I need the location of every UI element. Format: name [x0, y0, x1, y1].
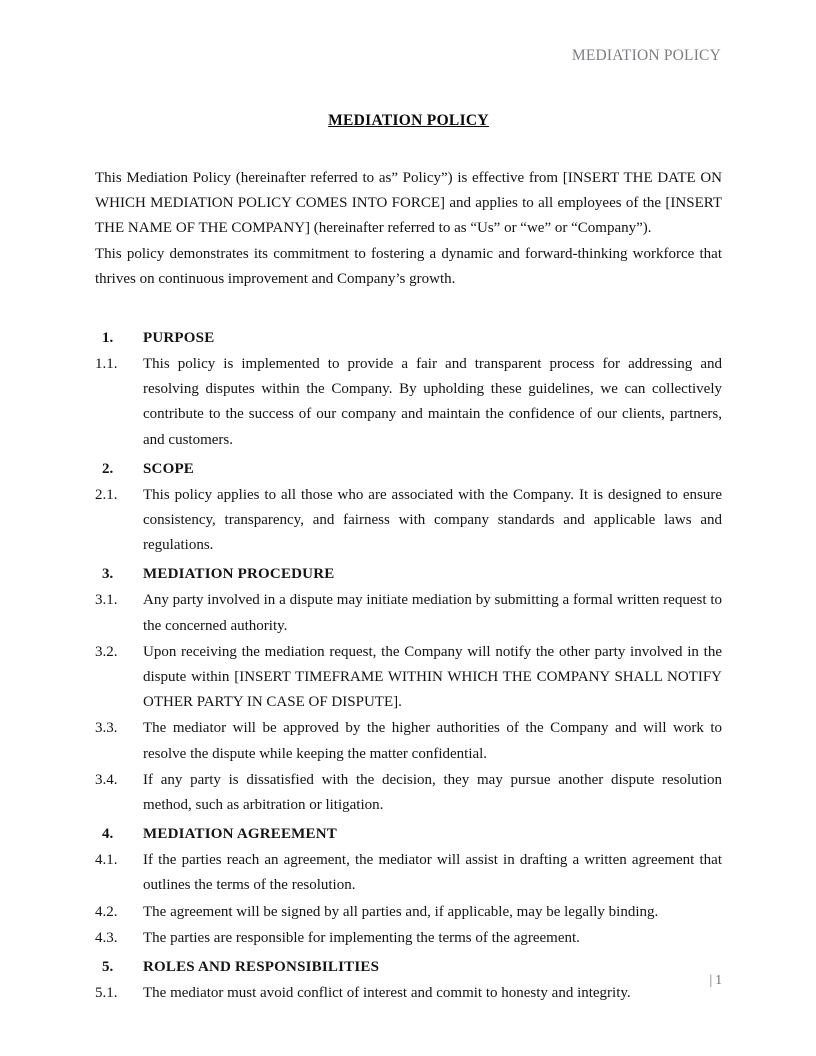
clause-item — [95, 900, 722, 925]
intro-block — [95, 166, 722, 292]
clause-item — [95, 588, 722, 638]
clause-item — [95, 768, 722, 818]
footer-separator: | — [709, 972, 713, 987]
section-number: 4. — [102, 826, 114, 843]
section-heading — [95, 822, 722, 847]
clause-text: This policy applies to all those who are associated with the Company. It is designed to ensure consistency, transparency, and fairness with company standards and applicable laws and regulations. — [143, 486, 722, 554]
clause-number: 4.2. — [95, 903, 118, 920]
clause-number: 1.1. — [95, 356, 118, 373]
clause-text: The agreement will be signed by all parties and, if applicable, may be legally binding. — [143, 903, 659, 920]
clause-text: The mediator will be approved by the higher authorities of the Company and will work to resolve the dispute while keeping the matter confidential. — [143, 720, 722, 762]
clause-text: The mediator must avoid conflict of interest and commit to honesty and integrity. — [143, 985, 631, 1002]
clause-text: This policy is implemented to provide a fair and transparent process for addressing and resolving disputes within the Company. By upholding these guidelines, we can collectively contribute to the success of our company and maintain the confidence of our clients, partners, and customers. — [143, 356, 722, 448]
clause-item — [95, 640, 722, 716]
section-title: PURPOSE — [143, 330, 215, 347]
running-header: MEDIATION POLICY — [571, 47, 721, 64]
clause-text: Any party involved in a dispute may initiate mediation by submitting a formal written request to the concerned authority. — [143, 592, 722, 634]
clause-number: 5.1. — [95, 985, 118, 1002]
section-number: 2. — [102, 460, 114, 477]
document-body — [95, 112, 722, 1006]
clause-item — [95, 716, 722, 766]
section-number: 5. — [102, 959, 114, 976]
section-title: SCOPE — [143, 460, 195, 477]
clause-number: 4.3. — [95, 929, 118, 946]
clause-text: Upon receiving the mediation request, the Company will notify the other party involved in the dispute within [INSERT TIMEFRAME WITHIN WHICH THE COMPANY SHALL NOTIFY OTHER PARTY IN CASE OF DISPUTE]. — [143, 643, 722, 711]
clause-item — [95, 483, 722, 559]
section-heading — [95, 457, 722, 482]
page-footer — [95, 972, 722, 988]
clause-number: 4.1. — [95, 852, 118, 869]
clause-item — [95, 926, 722, 951]
intro-paragraph: This Mediation Policy (hereinafter referred to as” Policy”) is effective from [INSERT THE DATE ON WHICH MEDIATION POLICY COMES INTO FORCE] and applies to all employees of the [INSERT THE NAME OF THE COMPANY] (hereinafter referred to as “Us” or “we” or “Company”). — [95, 170, 722, 237]
intro-paragraph: This policy demonstrates its commitment to fostering a dynamic and forward-thinking workforce that thrives on continuous improvement and Company’s growth. — [95, 245, 722, 287]
clause-number: 3.2. — [95, 643, 118, 660]
clause-text: If any party is dissatisfied with the decision, they may pursue another dispute resolution method, such as arbitration or litigation. — [143, 771, 722, 814]
section-heading — [95, 562, 722, 587]
clause-number: 3.3. — [95, 720, 118, 737]
section-title: MEDIATION AGREEMENT — [143, 826, 337, 843]
clause-text: The parties are responsible for implementing the terms of the agreement. — [143, 929, 580, 946]
page-number: 1 — [715, 972, 722, 987]
section-number: 3. — [102, 566, 114, 583]
section-heading — [95, 326, 722, 351]
clause-item — [95, 352, 722, 453]
section-title: MEDIATION PROCEDURE — [143, 566, 335, 583]
page-title: MEDIATION POLICY — [328, 112, 489, 129]
spacer — [95, 292, 722, 322]
clause-text: If the parties reach an agreement, the mediator will assist in drafting a written agreement that outlines the terms of the resolution. — [143, 852, 722, 894]
clause-number: 3.4. — [95, 771, 118, 788]
section-number: 1. — [102, 330, 114, 347]
clause-number: 3.1. — [95, 592, 118, 609]
clause-item — [95, 848, 722, 898]
section-title: ROLES AND RESPONSIBILITIES — [143, 959, 380, 976]
clause-number: 2.1. — [95, 486, 118, 503]
